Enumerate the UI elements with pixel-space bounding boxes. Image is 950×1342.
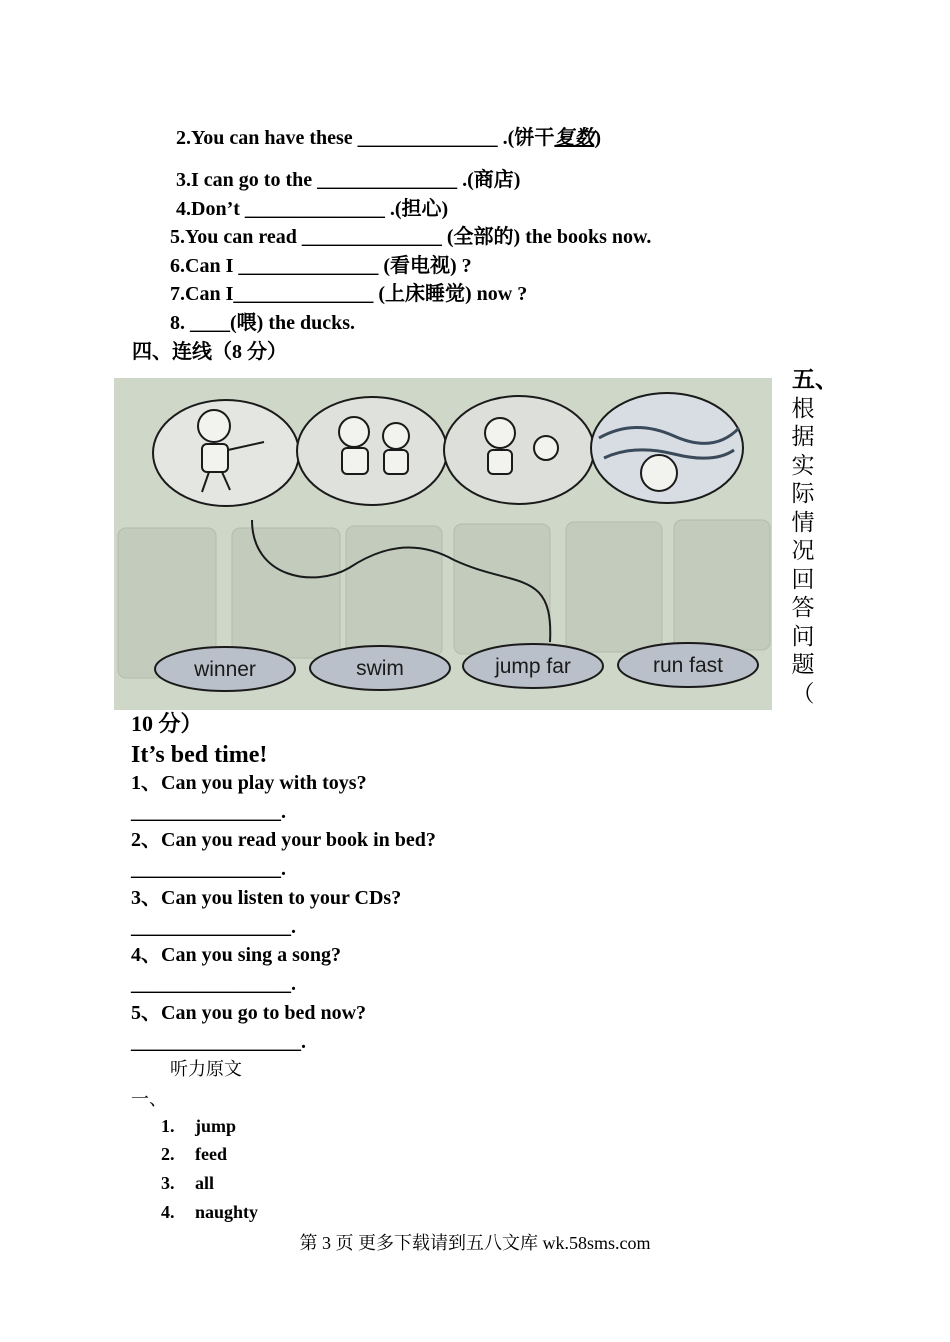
heading-char: 实 <box>791 452 815 479</box>
answer-blank[interactable]: ______________ <box>317 169 458 191</box>
heading-char: （ <box>791 680 815 707</box>
listening-item <box>161 1144 227 1165</box>
item-text: .(担心) <box>384 198 449 220</box>
page-footer: 第 3 页 更多下载请到五八文库 wk.58sms.com <box>299 1233 651 1253</box>
item-text: 4.Don’t <box>176 198 245 220</box>
listening-item <box>161 1173 214 1194</box>
item-text: (上床睡觉) now ? <box>373 283 528 305</box>
item-number: 1. <box>161 1116 175 1136</box>
item-word: jump <box>195 1116 237 1136</box>
heading-char: 题 <box>791 652 815 678</box>
heading-char: 况 <box>791 538 815 564</box>
answer-blank[interactable]: ______________ <box>301 226 442 248</box>
answer-blank[interactable]: ____ <box>190 312 230 334</box>
answer-blank-3[interactable]: ________________. <box>131 916 296 938</box>
section-4-heading: 四、连线（8 分） <box>132 341 287 363</box>
item-text: 2.You can have these <box>176 127 358 149</box>
heading-char: 际 <box>791 481 815 507</box>
answer-blank[interactable]: ______________ <box>233 283 374 305</box>
heading-char: 问 <box>791 623 815 650</box>
answer-blank[interactable]: ______________ <box>357 127 498 149</box>
matching-illustration <box>114 378 772 710</box>
item-text: (全部的) the books now. <box>441 226 652 248</box>
item-text: 5.You can read <box>170 226 302 248</box>
answer-blank-5[interactable]: _________________. <box>131 1031 306 1053</box>
listening-item <box>161 1202 258 1223</box>
fill-in-item-5 <box>170 225 651 249</box>
label-swim: swim <box>356 657 404 680</box>
listening-section: 一、 <box>131 1089 167 1110</box>
heading-char: 答 <box>791 595 815 621</box>
answer-blank-2[interactable]: _______________. <box>131 858 286 880</box>
question-3: 3、Can you listen to your CDs? <box>131 887 402 909</box>
fill-in-item-3 <box>176 168 520 192</box>
heading-char: 根 <box>791 395 815 422</box>
item-word: feed <box>195 1144 227 1164</box>
heading-char: 五、 <box>792 367 838 393</box>
answer-blank-4[interactable]: ________________. <box>131 973 296 995</box>
heading-char: 情 <box>791 509 815 536</box>
item-word: naughty <box>195 1202 259 1222</box>
label-winner: winner <box>194 658 256 681</box>
answer-blank-1[interactable]: _______________. <box>131 801 286 823</box>
fill-in-item-7 <box>170 282 527 306</box>
matching-picture <box>114 378 772 710</box>
question-2: 2、Can you read your book in bed? <box>131 829 436 851</box>
answer-blank[interactable]: ______________ <box>238 255 379 277</box>
item-text: .(商店) <box>457 169 521 191</box>
question-1: 1、Can you play with toys? <box>131 772 367 794</box>
section-5-heading-cont: 10 分） <box>131 711 203 736</box>
item-text: 3.I can go to the <box>176 169 318 191</box>
item-text: ) <box>594 127 602 149</box>
section-5-vertical-heading <box>786 366 838 708</box>
item-text: 7.Can I <box>170 283 234 305</box>
question-5: 5、Can you go to bed now? <box>131 1002 367 1024</box>
heading-char: 回 <box>791 566 815 593</box>
bedtime-title: It’s bed time! <box>131 742 268 768</box>
label-run-fast: run fast <box>652 654 724 677</box>
question-4: 4、Can you sing a song? <box>131 944 342 966</box>
listening-title: 听力原文 <box>170 1059 242 1080</box>
item-number: 2. <box>161 1144 175 1164</box>
item-text: .(饼干 <box>497 127 555 149</box>
listening-item <box>161 1116 236 1137</box>
item-text: 8. <box>170 312 190 334</box>
label-jump-far: jump far <box>495 655 571 678</box>
answer-blank[interactable]: ______________ <box>244 198 385 220</box>
fill-in-item-8 <box>170 311 355 335</box>
heading-char: 据 <box>791 424 815 450</box>
emphasis-text: 复数 <box>554 127 595 149</box>
item-text: (看电视) ? <box>378 255 472 277</box>
item-text: 6.Can I <box>170 255 239 277</box>
fill-in-item-6 <box>170 254 472 278</box>
item-text: (喂) the ducks. <box>230 312 356 334</box>
item-word: all <box>195 1173 215 1193</box>
item-number: 3. <box>161 1173 175 1193</box>
fill-in-item-2 <box>176 126 601 150</box>
item-number: 4. <box>161 1202 175 1222</box>
fill-in-item-4 <box>176 197 448 221</box>
